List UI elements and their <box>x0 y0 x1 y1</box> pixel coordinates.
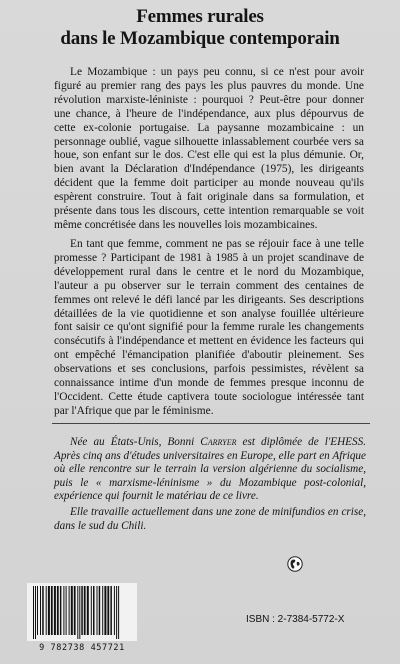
barcode-number: 9 782738 457721 <box>39 643 125 653</box>
globe-icon <box>287 556 303 572</box>
bio-text-before-name: Née au États-Unis, Bonni <box>70 436 201 448</box>
author-bio-paragraph <box>54 436 366 504</box>
bio-text-after-name: est diplômée de l'EHESS. Après cinq ans d'études universitaires en Europe, elle part en Afrique où elle rencontre sur le terrain la version algérienne du socialisme, puis le « marxisme-léninisme » du Mozambique post-colonial, expérience qui fournit le matériau de ce livre. <box>54 436 366 503</box>
blurb-paragraph-1: Le Mozambique : un pays peu connu, si ce n'est pour avoir figuré au premier rang des pays les plus pauvres du monde. Une révolution marxiste-léniniste : pourquoi ? Peut-être pour donner une chance, à l'heure de l'indépendance, aux plus dépourvus de cette ex-colonie portugaise. La paysanne mozambicaine : un personnage oublié, vague silhouette inlassablement courbée vers sa houe, son enfant sur le dos. C'est elle qui est la plus démunie. Or, bien avant la Déclaration d'Indépendance (1975), les dirigeants décident que la femme doit participer au monde nouveau qu'ils espèrent construire. Tout à fait originale dans sa formulation, et présente dans tous les discours, cette intention remarquable se voit même concrétisée dans les nouvelles lois mozambicaines. <box>54 66 364 231</box>
book-title-line-1: Femmes rurales <box>136 6 264 27</box>
author-current-work: Elle travaille actuellement dans une zone de minifundios en crise, dans le sud du Chili. <box>54 506 366 532</box>
isbn-label: ISBN : 2-7384-5772-X <box>246 614 345 625</box>
barcode <box>27 583 137 641</box>
author-name: Carryer <box>200 436 237 448</box>
book-title-line-2: dans le Mozambique contemporain <box>60 28 340 49</box>
divider <box>52 423 370 424</box>
blurb-paragraph-2: En tant que femme, comment ne pas se réjouir face à une telle promesse ? Participant de 1981 à 1985 à un projet scandinave de développement rural dans le centre et le nord du Mozambique, l'auteur a pu observer sur le terrain comment des centaines de femmes ont relevé le défi lancé par les dirigeants. Ses descriptions détaillées de la vie quotidienne et son analyse fouillée ultérieure font saisir ce qu'ont signifié pour la femme rurale les changements consécutifs à l'indépendance et mettent en évidence les facteurs qui ont empêché l'émancipation planifiée d'aboutir pleinement. Ses observations et ses conclusions, parfois pessimistes, révèlent sa connaissance intime d'un monde de femmes presque inconnu de l'Occident. Cette étude captivera toute sociologue intéressée tant par l'Afrique que par le féminisme. <box>54 238 364 417</box>
